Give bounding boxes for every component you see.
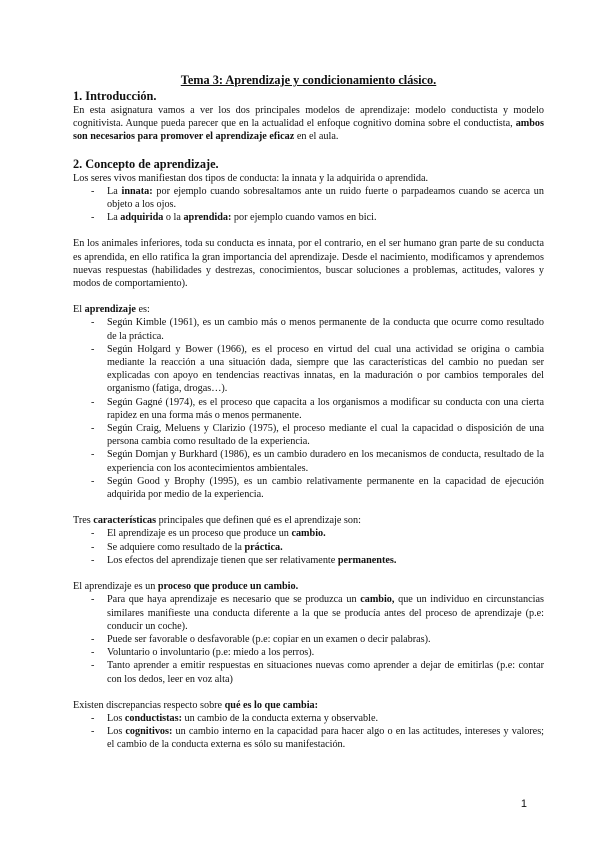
list-item: - Tanto aprender a emitir respuestas en situaciones nuevas como aprender a dejar de emitirlas (p.e: contar con los dedos, leer en voz alta) [91, 660, 544, 685]
list-item: - Según Kimble (1961), es un cambio más o menos permanente de la conducta que ocurre como resultado de la práctica. [91, 317, 544, 342]
list-item: - Voluntario o involuntario (p.e: miedo a los perros). [91, 647, 315, 659]
characteristics-intro: Tres características principales que definen qué es el aprendizaje son: [73, 515, 361, 527]
section-heading-introduccion: 1. Introducción. [73, 89, 157, 103]
discrepancies-intro: Existen discrepancias respecto sobre qué es lo que cambia: [73, 699, 319, 711]
definitions-list [73, 316, 544, 501]
process-list [73, 593, 544, 685]
document-title: Tema 3: Aprendizaje y condicionamiento clásico. [180, 73, 437, 87]
characteristics-list [73, 527, 544, 567]
intro-text: En esta asignatura vamos a ver los dos principales modelos de aprendizaje: modelo conductista y modelo cognitivista. Aunque pueda parecer que en la actualidad el enfoque cognitivo domina sobre el conductista, [73, 105, 544, 130]
discrepancies-list [73, 712, 544, 752]
conduct-types-list [73, 185, 544, 225]
list-item: - La innata: por ejemplo cuando sobresaltamos ante un ruido fuerte o parpadeamos cuando se acerca un objeto a los ojos. [91, 185, 544, 211]
intro-text-end: en el aula. [294, 131, 339, 143]
list-item: - Los cognitivos: un cambio interno en la capacidad para hacer algo o en las actitudes, intereses y valores; el cambio de la conducta externa es sólo su manifestación. [91, 726, 544, 751]
list-item: - Según Good y Brophy (1995), es un cambio relativamente permanente en la capacidad de ejecución adquirida por medio de la experiencia. [91, 475, 544, 501]
list-item: - Puede ser favorable o desfavorable (p.e: copiar en un examen o decir palabras). [91, 633, 431, 645]
intro-bold-text: ambos son necesarios para promover el aprendizaje eficaz [73, 118, 544, 143]
intro-paragraph [73, 104, 544, 144]
list-item: - La adquirida o la aprendida: por ejemplo cuando vamos en bici. [91, 212, 377, 224]
list-item: - Los conductistas: un cambio de la conducta externa y observable. [91, 712, 379, 724]
list-item: - Para que haya aprendizaje es necesario que se produzca un cambio, que un individuo en circunstancias similares manifieste una conducta diferente a la que se producía antes del proceso de aprendizaje (p.e: conducir un coche). [91, 594, 544, 632]
list-item: - Según Domjan y Burkhard (1986), es un cambio duradero en los mecanismos de conducta, resultado de la experiencia con los acontecimientos ambientales. [91, 449, 544, 474]
list-item: - Los efectos del aprendizaje tienen que ser relativamente permanentes. [91, 554, 397, 566]
definition-intro: El aprendizaje es: [73, 304, 150, 316]
page-number: 1 [520, 798, 527, 810]
list-item: - Según Gagné (1974), es el proceso que capacita a los organismos a modificar su conducta con una cierta rapidez en una forma más o menos permanente. [91, 396, 544, 421]
conduct-intro: Los seres vivos manifiestan dos tipos de conducta: la innata y la adquirida o aprendida. [73, 172, 429, 184]
list-item: - El aprendizaje es un proceso que produce un cambio. [91, 528, 326, 540]
process-intro: El aprendizaje es un proceso que produce un cambio. [73, 581, 299, 593]
list-item: - Según Craig, Meluens y Clarizio (1975), el proceso mediante el cual la capacidad o disposición de una persona cambia como resultado de la experiencia. [91, 423, 544, 448]
animals-paragraph: En los animales inferiores, toda su conducta es innata, por el contrario, en el ser humano gran parte de su conducta es aprendida, en ello ratifica la gran importancia del aprendizaje. Desde el nacimiento, modificamos y aprendemos nuevas respuestas (habilidades y destrezas, conocimientos, buscar soluciones a problemas, actitudes, valores y modos de comportamiento). [73, 238, 544, 290]
list-item: - Se adquiere como resultado de la práctica. [91, 541, 283, 553]
section-heading-concepto: 2. Concepto de aprendizaje. [73, 156, 219, 171]
list-item: - Según Holgard y Bower (1966), es el proceso en virtud del cual una actividad se origina o cambia mediante la reacción a una situación dada, siempre que las características del cambio no puedan ser explicadas con apoyo en tendencias reactivas innatas, en la maduración o por cambios temporales del organismo (fatiga, drogas…). [91, 343, 544, 395]
